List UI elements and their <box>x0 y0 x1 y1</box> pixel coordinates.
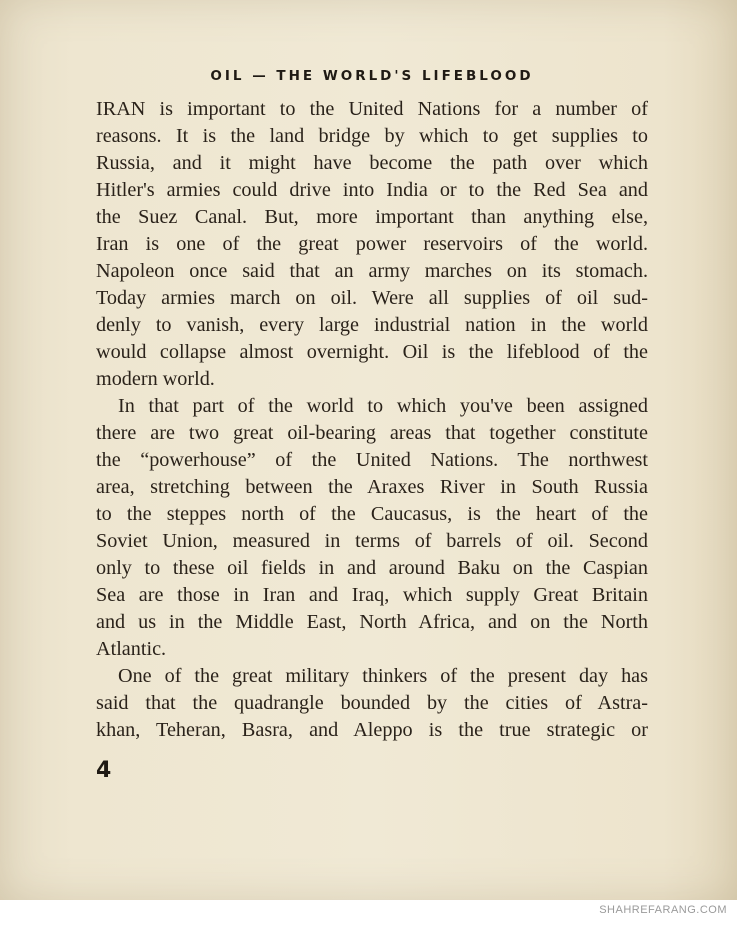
text-line: In that part of the world to which you've been assigned <box>118 395 648 417</box>
text-line: Napoleon once said that an army marches on its stomach. <box>96 260 648 282</box>
running-head: OIL — THE WORLD'S LIFEBLOOD <box>210 68 534 84</box>
text-line: Iran is one of the great power reservoirs of the world. <box>96 233 648 255</box>
text-line: Russia, and it might have become the path over which <box>96 152 648 174</box>
text-line: khan, Teheran, Basra, and Aleppo is the true strategic or <box>96 719 648 741</box>
text-line: One of the great military thinkers of the present day has <box>118 665 648 687</box>
text-line: Atlantic. <box>96 638 167 660</box>
text-line: IRAN is important to the United Nations for a number of <box>96 98 648 120</box>
text-line: Soviet Union, measured in terms of barrels of oil. Second <box>96 530 648 552</box>
text-line: denly to vanish, every large industrial nation in the world <box>96 314 648 336</box>
site-watermark: SHAHREFARANG.COM <box>599 904 727 916</box>
text-line: would collapse almost overnight. Oil is the lifeblood of the <box>96 341 648 363</box>
text-line: there are two great oil-bearing areas that together constitute <box>96 422 648 444</box>
text-line: said that the quadrangle bounded by the cities of Astra- <box>96 692 648 714</box>
text-line: only to these oil fields in and around Baku on the Caspian <box>96 557 648 579</box>
text-line: Sea are those in Iran and Iraq, which supply Great Britain <box>96 584 648 606</box>
text-line: reasons. It is the land bridge by which to get supplies to <box>96 125 648 147</box>
text-line: the Suez Canal. But, more important than anything else, <box>96 206 648 228</box>
page-number: 4 <box>96 758 112 783</box>
text-line: Hitler's armies could drive into India or to the Red Sea and <box>96 179 648 201</box>
text-line: and us in the Middle East, North Africa, and on the North <box>96 611 648 633</box>
text-line: Today armies march on oil. Were all supplies of oil sud- <box>96 287 648 309</box>
text-line: area, stretching between the Araxes River in South Russia <box>96 476 648 498</box>
text-line: the “powerhouse” of the United Nations. The northwest <box>96 449 648 471</box>
text-line: modern world. <box>96 368 215 390</box>
body-text <box>96 96 648 744</box>
text-line: to the steppes north of the Caucasus, is the heart of the <box>96 503 648 525</box>
